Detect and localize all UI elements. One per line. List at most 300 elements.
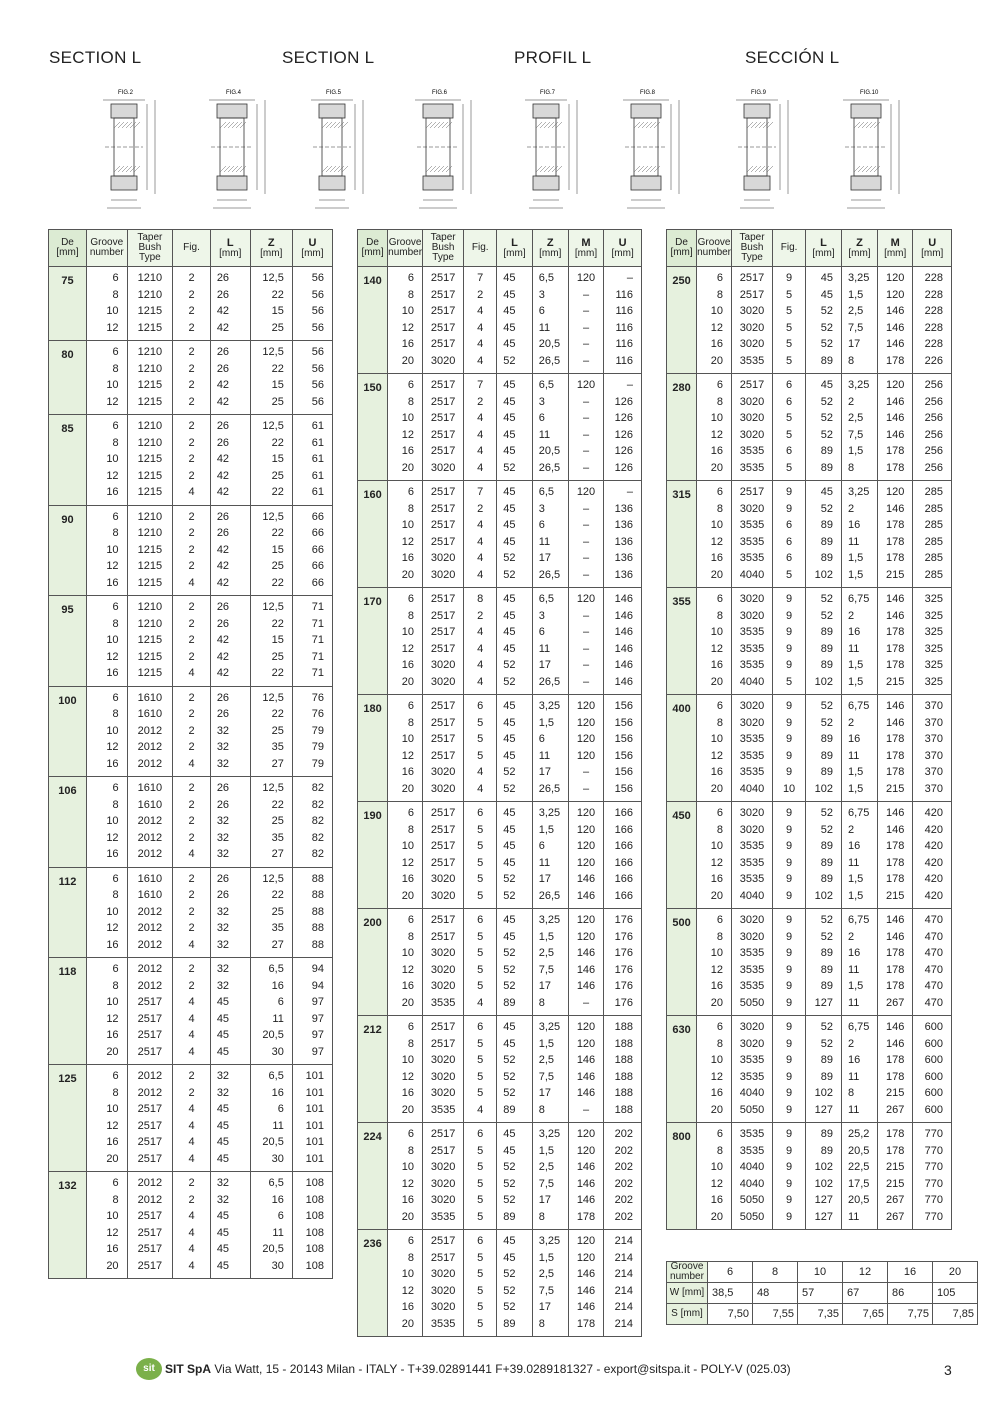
value-cell: 3020 [739,338,765,350]
value-column [877,1123,912,1230]
value-cell: 9 [786,914,793,926]
value-cell: 20 [710,1103,724,1116]
value-column [532,695,568,802]
column-header: Z [mm] [250,230,292,267]
value-cell: 5 [477,749,484,762]
value-cell: 2 [847,1037,855,1050]
value-cell: 61 [311,436,324,449]
value-column [568,1123,603,1230]
value-cell: 11 [272,1119,284,1132]
value-cell: 8 [538,996,545,1009]
value-column [173,1065,211,1172]
value-column [250,341,292,415]
value-column [497,267,532,374]
value-cell: 3535 [739,626,765,638]
value-cell: 6 [407,1128,415,1140]
value-cell: 82 [311,782,324,794]
value-cell: 5 [477,873,484,885]
value-column [532,1016,568,1123]
figure-label: FIG.6 [432,90,448,96]
diameter-cell: 236 [358,1230,388,1337]
value-cell: 6 [407,700,415,712]
value-column [604,481,642,588]
value-cell: 215 [886,1087,905,1099]
value-cell: 2517 [430,914,456,926]
value-cell: 42 [216,560,230,572]
value-cell: 89 [820,963,833,976]
value-cell: 5 [477,1054,484,1066]
value-cell: 12,5 [262,420,284,432]
value-cell: 10 [401,1054,415,1066]
groove-value: 20 [933,1262,978,1283]
value-column [697,1016,732,1123]
value-cell: 126 [614,395,633,408]
value-column [697,1123,732,1230]
value-cell: 5 [786,321,793,334]
value-cell: 2517 [430,642,456,655]
value-cell: 146 [576,889,596,902]
pulley-figure [843,90,899,208]
value-column [292,686,332,777]
value-cell: 178 [886,535,905,548]
value-column [841,695,877,802]
value-cell: 9 [786,996,793,1009]
value-cell: 45 [503,642,516,655]
diameter-cell: 355 [667,588,697,695]
value-cell: 146 [614,659,633,671]
value-cell: 4 [188,996,195,1008]
value-cell: 8 [112,1193,119,1206]
value-cell: 1,5 [538,823,555,836]
value-cell: 2 [188,395,195,408]
value-cell: 8 [716,288,724,301]
value-cell: 146 [886,428,905,441]
value-cell: 17 [538,1087,551,1099]
value-column [250,867,292,958]
table-row [49,505,333,596]
value-column [250,415,292,506]
value-cell: – [582,354,590,367]
value-cell: 2517 [430,1235,456,1247]
value-cell: 30 [271,1259,284,1272]
value-cell: 12 [710,749,724,762]
value-cell: 2 [188,650,195,663]
value-cell: 178 [886,733,905,745]
value-cell: 178 [886,749,905,762]
value-cell: 228 [924,338,943,350]
column-header: Fig. [173,230,211,267]
value-cell: 1,5 [847,288,864,301]
value-cell: 256 [924,395,943,408]
value-cell: 12 [710,535,724,548]
value-column [250,267,292,341]
value-cell: 16 [847,840,861,852]
value-column [841,802,877,909]
value-cell: 325 [924,609,943,622]
value-cell: 26 [216,691,230,704]
value-cell: 17,5 [847,1177,870,1190]
value-cell: 16 [271,1193,284,1206]
value-column [697,588,732,695]
value-cell: 178 [886,445,905,457]
value-cell: 7,5 [538,1177,555,1190]
value-cell: 9 [786,947,793,959]
value-cell: 215 [886,675,905,688]
value-cell: 2517 [430,716,456,729]
value-cell: 45 [503,502,516,515]
value-column [806,588,842,695]
value-cell: 2 [188,1193,195,1206]
w-value: 48 [753,1283,798,1304]
value-cell: 285 [924,519,943,531]
value-column [464,267,497,374]
table-row [667,695,952,802]
value-cell: 3 [538,395,545,408]
value-cell: 2 [188,979,195,992]
value-column [210,267,250,341]
value-cell: 88 [311,905,324,918]
value-cell: 17 [538,1301,551,1313]
value-cell: 9 [786,609,793,622]
value-cell: 3535 [739,535,765,548]
value-cell: 127 [814,1194,833,1206]
value-cell: 2517 [430,1144,456,1157]
value-cell: 20 [106,1045,119,1058]
value-cell: 4 [477,321,484,334]
value-cell: 3020 [430,766,456,778]
value-cell: 2 [188,1086,195,1099]
column-header: U [mm] [292,230,332,267]
value-column [913,267,952,374]
value-cell: 3535 [739,749,765,762]
value-cell: 420 [924,889,943,902]
value-cell: 20,5 [262,1029,284,1041]
value-column [292,267,332,341]
value-cell: 6 [538,519,545,531]
value-cell: 8 [112,1086,119,1099]
value-cell: 25 [271,469,284,482]
value-cell: 7,5 [847,321,864,334]
value-cell: 2 [188,1177,195,1189]
value-column [86,1065,127,1172]
figure-label: FIG.9 [751,90,767,96]
value-cell: 10 [710,1054,724,1066]
value-cell: 11 [538,321,551,334]
value-cell: 116 [615,338,633,350]
value-cell: 6 [407,593,415,605]
value-cell: 1,5 [847,568,864,581]
value-cell: 27 [271,938,284,951]
value-cell: 420 [924,856,943,869]
value-cell: – [582,642,590,655]
value-column [532,1230,568,1337]
value-cell: 22 [271,362,284,375]
value-cell: 10 [710,305,724,317]
value-column [732,374,773,481]
value-cell: 2 [477,609,484,622]
value-cell: 3,25 [847,486,870,498]
value-cell: 97 [311,1029,324,1041]
value-cell: 146 [614,609,633,622]
value-cell: 1215 [137,395,163,408]
value-cell: 1210 [137,420,163,432]
value-cell: 8 [407,288,415,301]
value-cell: 1,5 [538,1251,555,1264]
value-cell: 146 [886,1037,905,1050]
value-cell: 156 [614,733,633,745]
value-column [841,1016,877,1123]
value-cell: 45 [216,996,230,1008]
table-row [667,267,952,374]
value-column [423,695,464,802]
value-cell: 3020 [430,1087,456,1099]
value-cell: 102 [814,1087,833,1099]
value-cell: 6 [716,486,724,498]
value-cell: 2 [188,420,195,432]
value-column [173,777,211,868]
value-column [388,481,423,588]
value-cell: 82 [311,848,324,860]
s-value: 7,75 [888,1304,933,1325]
value-cell: 2517 [430,593,456,605]
value-column [388,1016,423,1123]
value-column [388,909,423,1016]
value-cell: 6,5 [268,1177,284,1189]
value-cell: 2517 [430,856,456,869]
value-cell: 26 [216,527,230,539]
value-cell: 12,5 [262,272,284,284]
value-cell: 97 [311,1045,324,1058]
value-cell: 146 [886,1021,905,1033]
value-cell: 3020 [739,609,765,622]
value-cell: 120 [576,593,596,605]
value-cell: 45 [503,1021,516,1033]
value-cell: 3020 [430,963,456,976]
value-cell: 1215 [137,486,163,498]
value-cell: 9 [786,1177,793,1190]
value-cell: 45 [503,609,516,622]
value-cell: 146 [886,502,905,515]
value-cell: 89 [820,980,833,992]
value-cell: 1610 [137,691,163,704]
value-cell: 52 [820,930,833,943]
value-cell: 8 [112,362,119,375]
value-cell: 3535 [739,519,765,531]
value-column [773,374,806,481]
value-cell: 6,5 [268,963,284,975]
value-cell: 116 [615,305,633,317]
value-cell: 3535 [739,766,765,778]
value-cell: 10 [106,379,119,391]
value-column [604,909,642,1016]
value-column [292,505,332,596]
value-cell: 3535 [739,642,765,655]
value-cell: 6,75 [847,1021,870,1033]
value-cell: 267 [886,1194,905,1206]
value-cell: 8 [477,593,484,605]
value-cell: 52 [503,1161,516,1173]
value-cell: 2 [188,321,195,334]
value-column [604,267,642,374]
value-cell: 120 [576,930,596,943]
value-cell: 146 [576,1301,596,1313]
figure-label: FIG.2 [118,90,134,96]
value-cell: 26,5 [538,568,561,581]
value-cell: 6 [716,1021,724,1033]
groove-value: 10 [798,1262,843,1283]
value-cell: 2 [188,527,195,539]
value-cell: 120 [576,1128,596,1140]
value-cell: 770 [924,1194,943,1206]
value-cell: 7,5 [538,1284,555,1297]
value-cell: 8 [407,395,415,408]
value-cell: 56 [311,346,324,358]
value-cell: 4 [477,675,484,688]
table-row [667,1123,952,1230]
value-cell: 285 [924,502,943,515]
groove-label: Groove number [667,1262,708,1283]
value-cell: 9 [786,807,793,819]
value-cell: 15 [271,379,284,391]
value-cell: – [582,996,590,1009]
value-column [806,374,842,481]
groove-value: 6 [708,1262,753,1283]
value-cell: 2517 [430,807,456,819]
value-column [732,909,773,1016]
value-column [127,1172,173,1279]
value-cell: 32 [216,815,230,827]
value-cell: 267 [886,1210,905,1223]
value-cell: 120 [576,749,596,762]
value-cell: 52 [503,980,516,992]
value-cell: 82 [311,815,324,827]
value-cell: 127 [814,996,833,1009]
value-cell: 2517 [430,1251,456,1264]
value-cell: 3020 [430,461,456,474]
value-cell: 4 [477,1103,484,1116]
value-cell: 256 [924,428,943,441]
value-cell: 5 [477,823,484,836]
value-cell: 45 [820,486,833,498]
value-cell: 9 [786,1037,793,1050]
section-title-en-2: SECTION L [282,48,375,67]
value-column [210,777,250,868]
value-cell: 12 [106,831,119,844]
value-cell: 56 [311,272,324,284]
value-column [568,588,603,695]
value-cell: 89 [820,1054,833,1066]
s-label: S [mm] [667,1304,708,1325]
value-cell: 5 [477,1037,484,1050]
value-column [732,588,773,695]
value-cell: 10 [106,543,119,556]
value-cell: 3020 [739,914,765,926]
value-cell: 3020 [430,659,456,671]
value-cell: 45 [503,700,516,712]
value-cell: 20,5 [262,1243,284,1255]
value-cell: 89 [503,1210,516,1223]
value-cell: 10 [106,1210,119,1222]
value-cell: 4 [477,428,484,441]
footer-text [165,1362,791,1376]
value-cell: 6 [786,379,793,391]
value-cell: 45 [503,749,516,762]
value-cell: 52 [503,963,516,976]
pulley-figure [103,90,155,208]
value-cell: 22 [271,889,284,901]
value-cell: 11 [847,749,860,762]
value-cell: 26 [216,346,230,358]
value-cell: 156 [614,766,633,778]
value-cell: 5050 [739,1103,765,1116]
pulley-figure [623,90,679,208]
pulley-figure [525,90,577,208]
value-column [806,1016,842,1123]
diameter-cell: 90 [49,505,87,596]
value-cell: 52 [503,782,516,795]
value-cell: 9 [786,1128,793,1140]
value-cell: 97 [311,996,324,1008]
value-column [423,481,464,588]
value-cell: 22 [271,288,284,301]
value-column [173,867,211,958]
value-cell: 6 [786,395,793,408]
value-cell: 22,5 [847,1161,870,1173]
value-cell: 12 [106,1012,119,1025]
value-cell: 9 [786,1087,793,1099]
value-cell: 6 [538,626,545,638]
value-cell: 45 [216,1152,230,1165]
value-cell: – [582,428,590,441]
value-cell: 178 [886,856,905,869]
value-cell: 25,2 [847,1128,870,1140]
value-cell: 9 [786,700,793,712]
table-row [49,596,333,687]
value-cell: 12 [401,1070,415,1083]
value-cell: 3535 [739,461,765,474]
value-cell: – [582,321,590,334]
value-column [604,1123,642,1230]
value-cell: 26 [216,872,230,885]
value-cell: 20 [106,1259,119,1272]
value-cell: 2012 [137,963,163,975]
value-cell: 215 [886,1161,905,1173]
value-cell: 116 [615,288,633,301]
value-cell: 4 [188,1226,195,1239]
value-cell: 20 [710,782,724,795]
value-cell: 9 [786,856,793,869]
value-cell: 1215 [137,650,163,663]
diameter-cell: 95 [49,596,87,687]
value-column [388,588,423,695]
value-cell: 32 [216,979,230,992]
value-cell: 5 [477,1144,484,1157]
value-cell: 52 [503,1301,516,1313]
value-cell: 2517 [137,996,163,1008]
value-column [292,341,332,415]
value-cell: 178 [886,626,905,638]
value-cell: – [582,288,590,301]
table-row [667,1016,952,1123]
value-cell: 8 [716,823,724,836]
value-cell: 56 [311,395,324,408]
value-cell: 16 [847,1054,861,1066]
value-cell: 1,5 [538,1144,555,1157]
value-cell: 1,5 [847,782,864,795]
value-cell: 136 [614,552,633,564]
table-row [358,802,642,909]
value-cell: 2517 [137,1152,163,1165]
